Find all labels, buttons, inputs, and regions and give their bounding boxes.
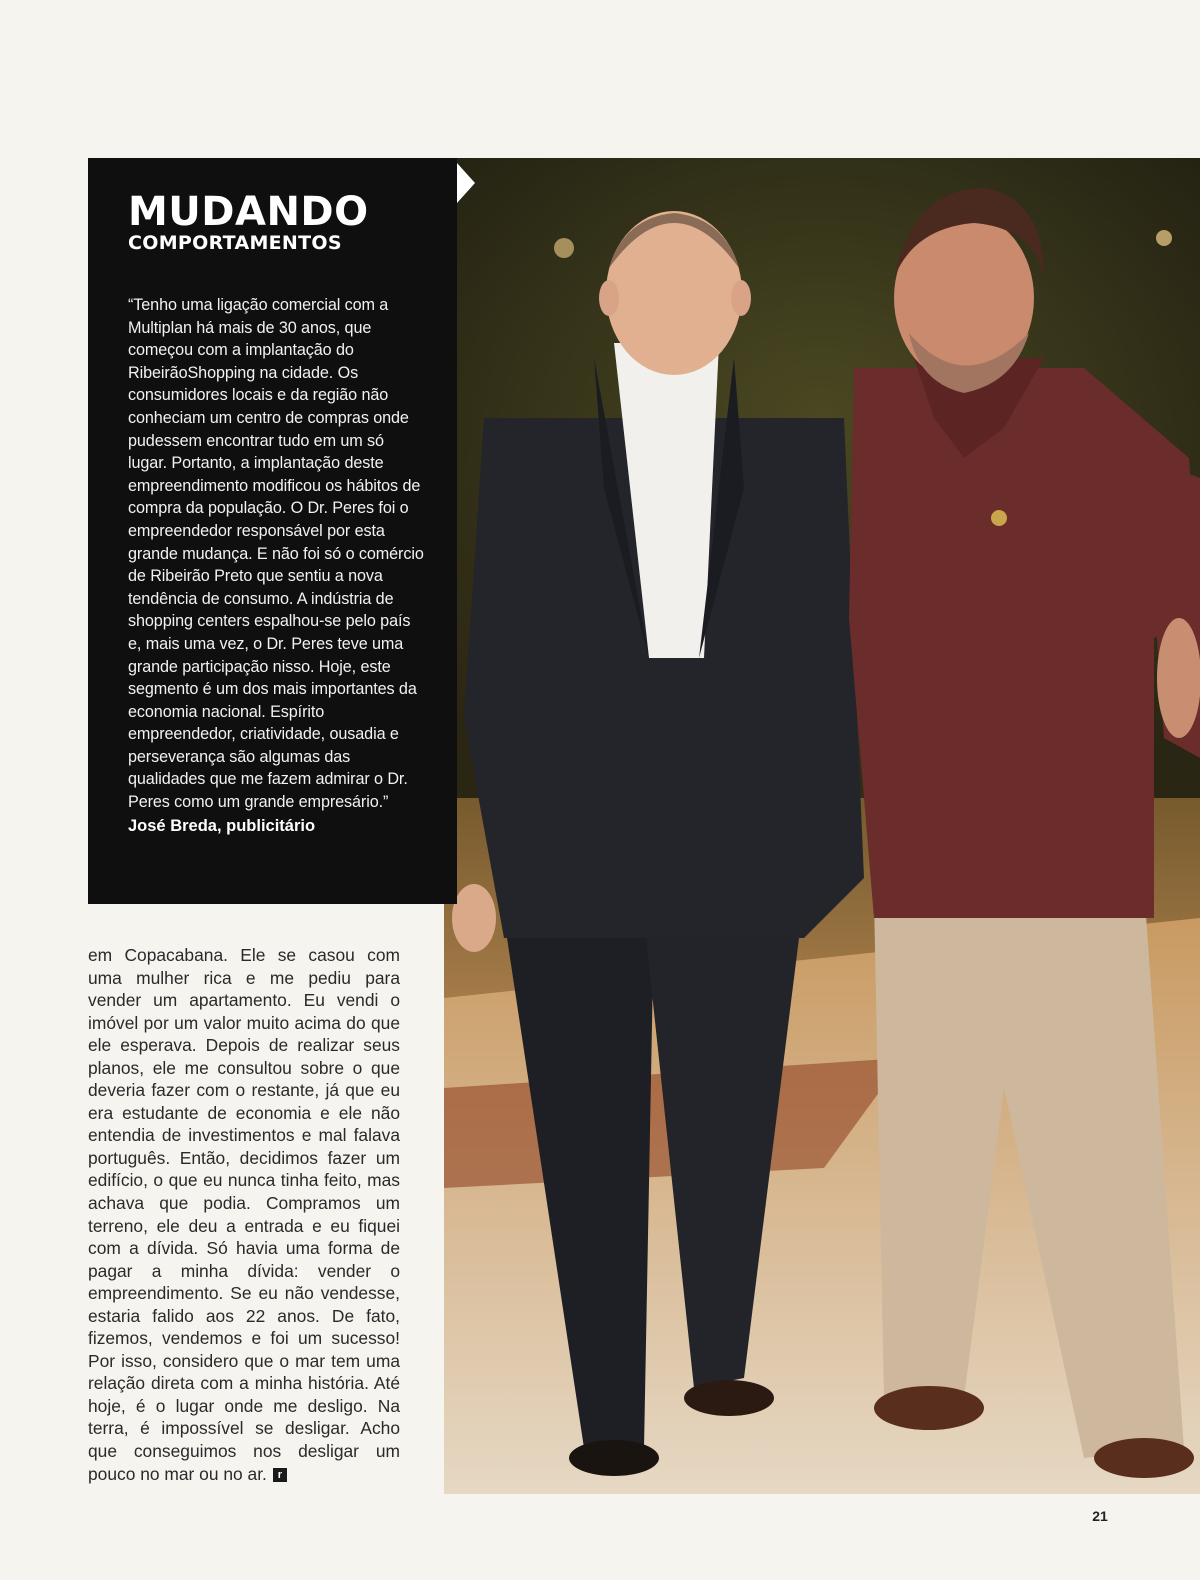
article-body-text: em Copacabana. Ele se casou com uma mulher rica e me pediu para vender um apartamento. Eu vendi o imóvel por um valor muito acima do que ele esperava. Depois de realizar seus planos, ele me consultou sobre o que deveria fazer com o restante, já que eu era estudante de economia e ele não entendia de investimentos e mal falava português. Então, decidimos fazer um edifício, o que eu nunca tinha feito, mas achava que podia. Compramos um terreno, ele deu a entrada e eu fiquei com a dívida. Só havia uma forma de pagar a minha dívida: vender o empreendimento. Se eu não vendesse, estaria falido aos 22 anos. De fato, fizemos, vendemos e foi um sucesso! Por isso, considero que o mar tem uma relação direta com a minha história. Até hoje, é o lugar onde me desligo. Na terra, é impossível se desligar. Acho que conseguimos nos desligar um pouco no mar ou no ar. — [88, 945, 400, 1484]
testimonial-quote: “Tenho uma ligação comercial com a Multiplan há mais de 30 anos, que começou com a implantação do RibeirãoShopping na cidade. Os consumidores locais e da região não conheciam um centro de compras onde pudessem encontrar tudo em um só lugar. Portanto, a implantação deste empreendimento modificou os hábitos de compra da população. O Dr. Peres foi o empreendedor responsável por esta grande mudança. E não foi só o comércio de Ribeirão Preto que sentiu a nova tendência de consumo. A indústria de shopping centers espalhou-se pelo país e, mais uma vez, o Dr. Peres teve uma grande participação nisso. Hoje, este segmento é um dos mais importantes da economia nacional. Espírito empreendedor, criatividade, ousadia e perseverança são algumas das qualidades que me fazem admirar o Dr. Peres como um grande empresário.” — [128, 296, 424, 812]
quote-box — [88, 158, 457, 904]
article-body — [88, 944, 400, 1485]
quote-box-notch — [457, 163, 475, 203]
box-title: MUDANDO — [128, 189, 369, 235]
article-photo — [444, 158, 1200, 1494]
box-subtitle: COMPORTAMENTOS — [128, 232, 342, 254]
end-of-article-icon: r — [273, 1468, 287, 1482]
page-number: 21 — [1092, 1508, 1108, 1524]
testimonial-author: José Breda, publicitário — [128, 816, 316, 835]
